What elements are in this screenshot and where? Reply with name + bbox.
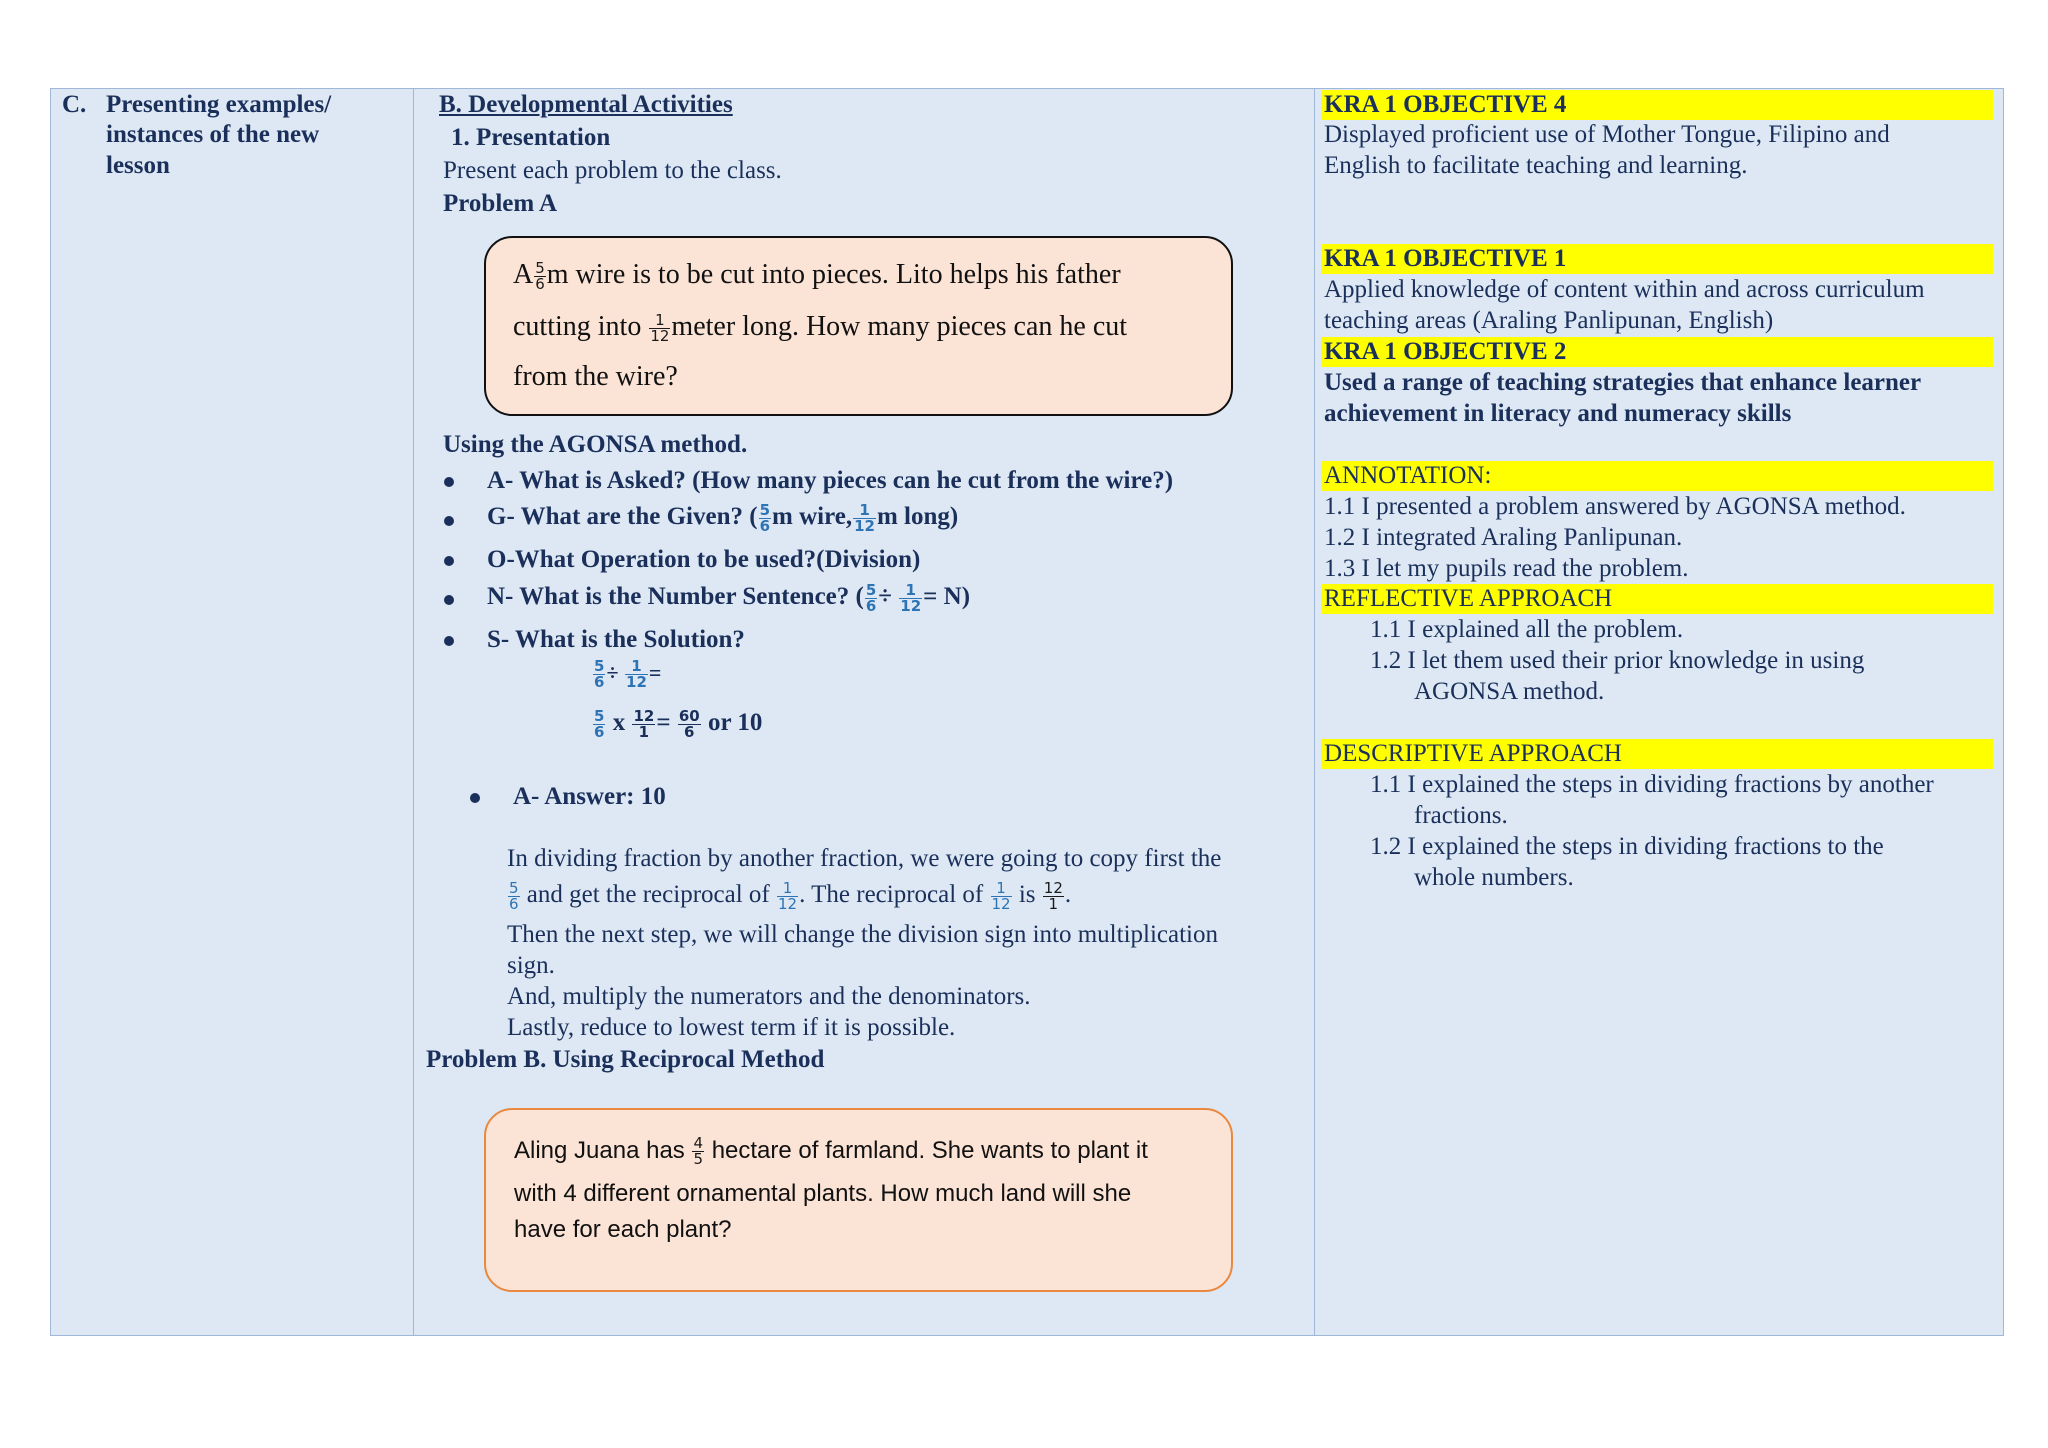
stage-heading-line-1: Presenting examples/ [106, 91, 332, 118]
descriptive-item-1-cont: fractions. [1414, 802, 1508, 829]
fraction: $\frac{5}{6}$ [535, 259, 545, 294]
reflective-item-1: 1.1 I explained all the problem. [1370, 616, 1684, 643]
reflective-heading: REFLECTIVE APPROACH [1324, 585, 1613, 612]
descriptive-heading: DESCRIPTIVE APPROACH [1324, 740, 1622, 767]
explain-line-3: Then the next step, we will change the division sign into multiplication [507, 921, 1218, 948]
bullet [444, 595, 454, 605]
section-title: B. Developmental Activities [439, 91, 733, 118]
problem-a-label: Problem A [443, 190, 558, 217]
kra-objective-1-text-1: Applied knowledge of content within and across curriculum [1324, 276, 1925, 303]
fraction: $\frac{5}{6}$ [759, 500, 771, 535]
step-solution: S- What is the Solution? [487, 626, 745, 653]
fraction: $\frac{4}{5}$ [693, 1134, 704, 1169]
fraction: $\frac{1}{12}$ [991, 878, 1011, 913]
fraction: $\frac{12}{1}$ [633, 706, 655, 741]
kra-objective-4-text-2: English to facilitate teaching and learning. [1324, 152, 1748, 179]
annotation-item-1: 1.1 I presented a problem answered by AGONSA method. [1324, 493, 1906, 520]
explain-line-5: And, multiply the numerators and the denominators. [507, 983, 1031, 1010]
annotation-item-3: 1.3 I let my pupils read the problem. [1324, 555, 1689, 582]
step-number-sentence: N- What is the Number Sentence? ( $\frac{5}{6}$ ÷ $\frac{1}{12}$ = N) [487, 580, 971, 615]
explain-line-6: Lastly, reduce to lowest term if it is possible. [507, 1014, 956, 1041]
problem-b-line-1: Aling Juana has $\frac{4}{5}$ hectare of farmland. She wants to plant it [514, 1134, 1148, 1169]
reflective-item-2: 1.2 I let them used their prior knowledge in using [1370, 647, 1865, 674]
kra-objective-2-text-1: Used a range of teaching strategies that enhance learner [1324, 369, 1922, 396]
fraction: $\frac{1}{12}$ [777, 878, 798, 913]
fraction: $\frac{1}{12}$ [650, 311, 670, 346]
method-heading: Using the AGONSA method. [443, 431, 748, 458]
explain-line-1: In dividing fraction by another fraction, we were going to copy first the [507, 845, 1222, 872]
subsection-title: 1. Presentation [451, 124, 611, 151]
annotation-heading: ANNOTATION: [1324, 462, 1492, 489]
stage-heading-line-2: instances of the new [106, 121, 320, 148]
problem-a-line-1: A $\frac{5}{6}$ m wire is to be cut into pieces. Lito helps his father [513, 259, 1121, 294]
bullet [444, 636, 454, 646]
column-stage [51, 89, 414, 1335]
bullet [444, 556, 454, 566]
kra-objective-4-heading: KRA 1 OBJECTIVE 4 [1324, 91, 1567, 118]
intro-text: Present each problem to the class. [443, 157, 782, 184]
fraction: $\frac{60}{6}$ [678, 706, 700, 741]
bullet [470, 793, 480, 803]
solution-line-1: $\frac{5}{6}$ ÷ $\frac{1}{12}$ = [594, 657, 662, 692]
descriptive-item-2-cont: whole numbers. [1414, 864, 1574, 891]
descriptive-item-1: 1.1 I explained the steps in dividing fractions by another [1370, 771, 1934, 798]
problem-a-line-2: cutting into $\frac{1}{12}$ meter long. How many pieces can he cut [513, 311, 1128, 346]
kra-objective-2-text-2: achievement in literacy and numeracy skills [1324, 400, 1792, 427]
fraction: $\frac{5}{6}$ [865, 580, 877, 615]
fraction: $\frac{1}{12}$ [626, 657, 647, 692]
descriptive-item-2: 1.2 I explained the steps in dividing fractions to the [1370, 833, 1884, 860]
answer-text: A- Answer: 10 [513, 783, 666, 810]
bullet [444, 516, 454, 526]
step-asked: A- What is Asked? (How many pieces can he cut from the wire?) [487, 467, 1174, 494]
problem-b-line-3: have for each plant? [514, 1216, 732, 1243]
fraction: $\frac{1}{12}$ [900, 580, 922, 615]
kra-objective-1-heading: KRA 1 OBJECTIVE 1 [1324, 245, 1567, 272]
stage-letter: C. [62, 91, 87, 118]
reflective-item-2-cont: AGONSA method. [1414, 678, 1605, 705]
annotation-item-2: 1.2 I integrated Araling Panlipunan. [1324, 524, 1683, 551]
step-operation: O-What Operation to be used?(Division) [487, 546, 921, 573]
fraction: $\frac{5}{6}$ [594, 706, 605, 741]
fraction: $\frac{5}{6}$ [594, 657, 605, 692]
bullet [444, 477, 454, 487]
explain-line-4: sign. [507, 952, 555, 979]
fraction: $\frac{12}{1}$ [1043, 878, 1063, 913]
kra-objective-1-text-2: teaching areas (Araling Panlipunan, English) [1324, 307, 1774, 334]
kra-objective-4-text-1: Displayed proficient use of Mother Tongue, Filipino and [1324, 121, 1890, 148]
stage-heading-line-3: lesson [106, 152, 170, 179]
solution-line-2: $\frac{5}{6}$ x $\frac{12}{1}$ = $\frac{60}{6}$ or 10 [594, 706, 763, 741]
explain-line-2: $\frac{5}{6}$ and get the reciprocal of $\frac{1}{12}$ . The reciprocal of $\frac{1}{12}$ is $\frac{12}{1}$ . [509, 878, 1072, 913]
step-given: G- What are the Given? ( $\frac{5}{6}$ m wire, $\frac{1}{12}$ m long) [487, 500, 959, 535]
fraction: $\frac{1}{12}$ [854, 500, 875, 535]
problem-a-line-3: from the wire? [513, 361, 678, 392]
problem-b-heading: Problem B. Using Reciprocal Method [426, 1046, 825, 1073]
fraction: $\frac{5}{6}$ [509, 878, 519, 913]
problem-b-line-2: with 4 different ornamental plants. How much land will she [514, 1180, 1132, 1207]
kra-objective-2-heading: KRA 1 OBJECTIVE 2 [1324, 338, 1567, 365]
